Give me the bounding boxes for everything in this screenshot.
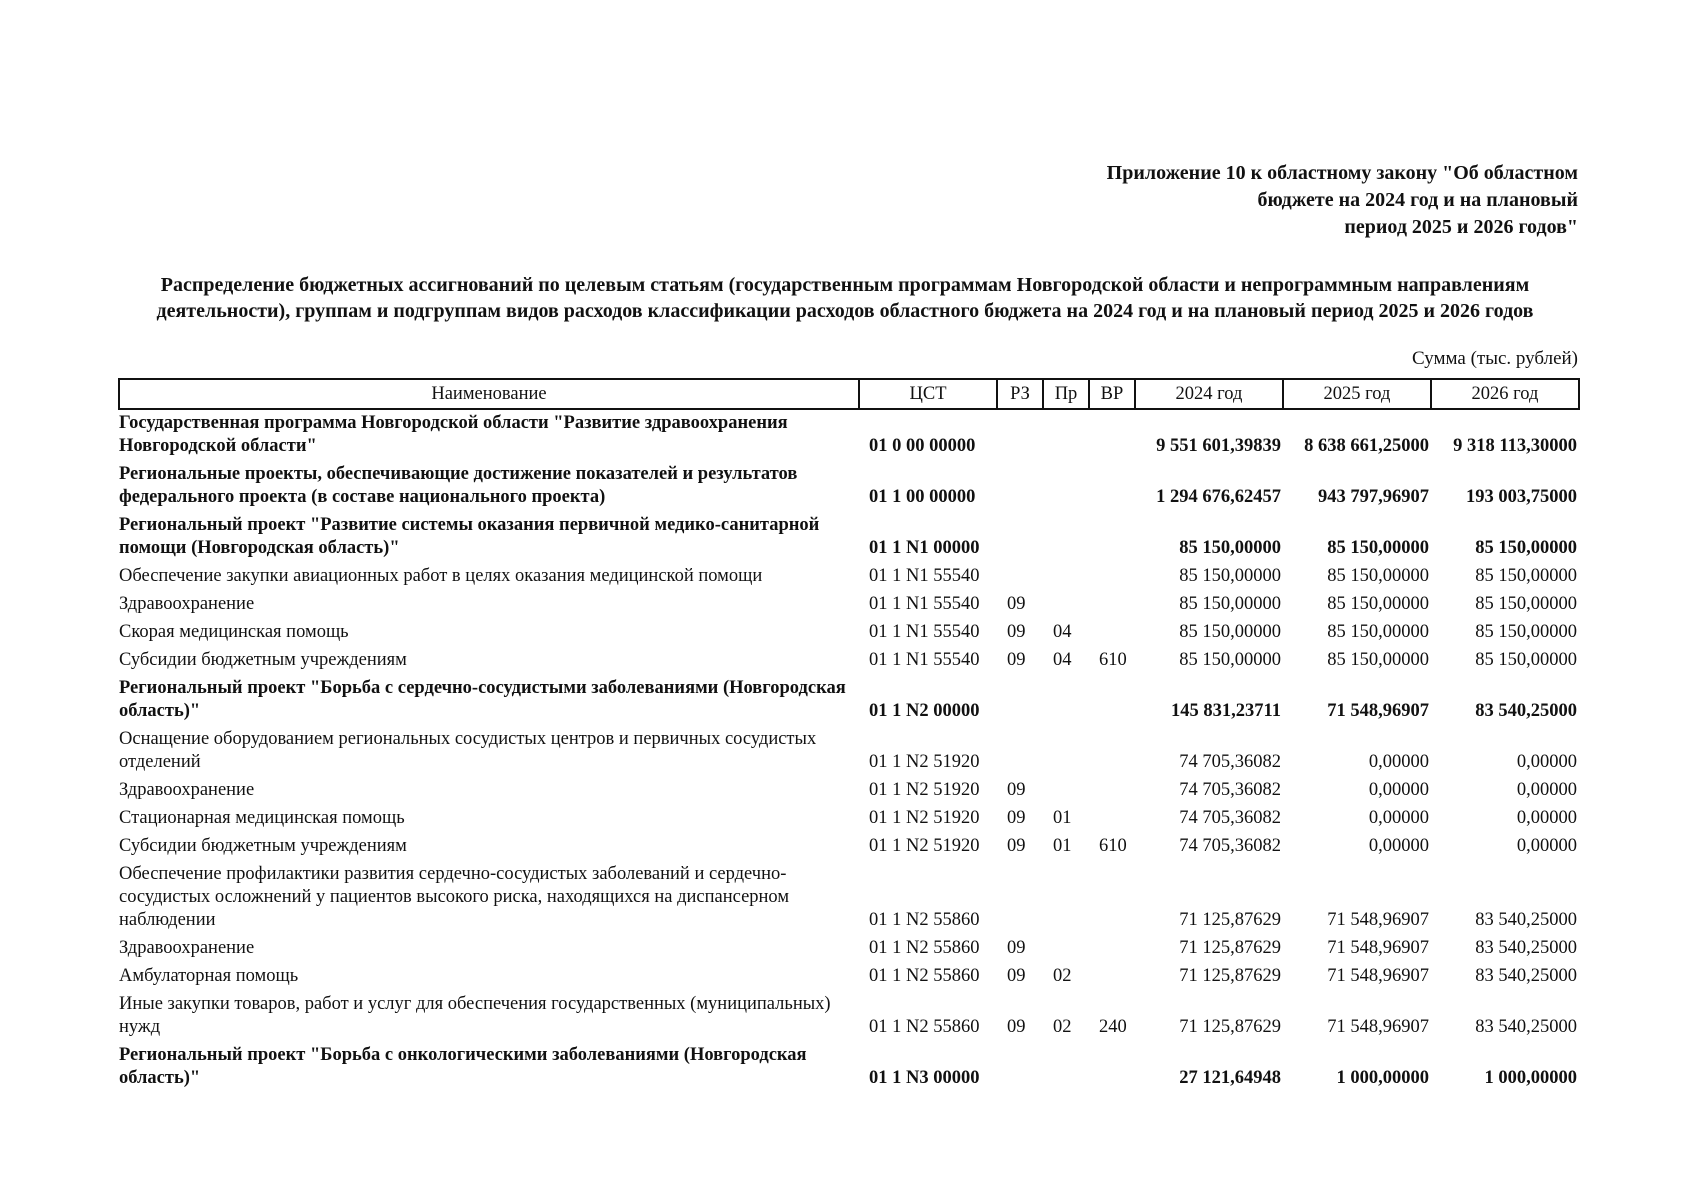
row-amount-2025: 0,00000 <box>1368 808 1429 828</box>
row-amount-2024: 85 150,00000 <box>1179 566 1281 586</box>
row-amount-2024: 71 125,87629 <box>1179 966 1281 986</box>
table-row <box>119 805 1579 833</box>
table-body <box>119 409 1579 1093</box>
table-row <box>119 963 1579 991</box>
row-pr <box>1043 777 1089 805</box>
row-amount-2025: 0,00000 <box>1368 780 1429 800</box>
row-amount-2024: 27 121,64948 <box>1179 1068 1281 1088</box>
row-vr <box>1089 726 1135 777</box>
row-pr <box>1043 935 1089 963</box>
row-amount-2024: 74 705,36082 <box>1179 752 1281 772</box>
row-name: Здравоохранение <box>119 780 255 800</box>
row-name: Региональный проект "Борьба с онкологическими заболеваниями (Новгородская область)" <box>119 1045 807 1088</box>
row-cst: 01 1 N1 55540 <box>869 566 980 586</box>
row-vr <box>1089 512 1135 563</box>
row-amount-2025: 1 000,00000 <box>1336 1068 1429 1088</box>
row-amount-2026: 85 150,00000 <box>1475 594 1577 614</box>
row-vr <box>1089 963 1135 991</box>
row-cst: 01 1 N2 55860 <box>869 938 980 958</box>
row-vr <box>1089 461 1135 512</box>
row-cst: 01 1 N2 51920 <box>869 780 980 800</box>
row-vr <box>1089 563 1135 591</box>
row-amount-2024: 74 705,36082 <box>1179 836 1281 856</box>
row-pr <box>1043 563 1089 591</box>
table-row <box>119 935 1579 963</box>
row-cst: 01 1 N2 55860 <box>869 1017 980 1037</box>
row-rz: 09 <box>1007 650 1026 670</box>
col-header-cst: ЦСТ <box>859 379 997 409</box>
row-amount-2024: 74 705,36082 <box>1179 780 1281 800</box>
row-rz <box>997 675 1043 726</box>
row-amount-2026: 83 540,25000 <box>1475 701 1577 721</box>
row-pr: 01 <box>1053 808 1072 828</box>
row-amount-2025: 0,00000 <box>1368 836 1429 856</box>
row-name: Здравоохранение <box>119 938 255 958</box>
col-header-rz: РЗ <box>997 379 1043 409</box>
row-amount-2026: 0,00000 <box>1516 836 1577 856</box>
row-amount-2026: 0,00000 <box>1516 752 1577 772</box>
row-cst: 01 1 N2 00000 <box>869 701 980 721</box>
col-header-2025: 2025 год <box>1283 379 1431 409</box>
row-pr: 04 <box>1053 650 1072 670</box>
row-name: Государственная программа Новгородской области "Развитие здравоохранения Новгородской области" <box>119 413 788 456</box>
row-vr <box>1089 777 1135 805</box>
row-pr: 02 <box>1053 1017 1072 1037</box>
row-cst: 01 1 N2 51920 <box>869 808 980 828</box>
table-header-row <box>119 379 1579 409</box>
row-rz: 09 <box>1007 808 1026 828</box>
row-vr: 240 <box>1099 1017 1127 1037</box>
row-cst: 01 1 N2 55860 <box>869 966 980 986</box>
table-row <box>119 1042 1579 1093</box>
budget-table <box>118 378 1580 1093</box>
row-amount-2026: 193 003,75000 <box>1466 487 1577 507</box>
table-row <box>119 619 1579 647</box>
row-amount-2026: 85 150,00000 <box>1475 622 1577 642</box>
row-pr <box>1043 861 1089 935</box>
row-pr: 04 <box>1053 622 1072 642</box>
row-name: Амбулаторная помощь <box>119 966 299 986</box>
appendix-note <box>938 160 1578 241</box>
row-vr <box>1089 805 1135 833</box>
row-amount-2026: 85 150,00000 <box>1475 538 1577 558</box>
row-vr <box>1089 619 1135 647</box>
table-row <box>119 461 1579 512</box>
row-amount-2026: 83 540,25000 <box>1475 966 1577 986</box>
row-pr <box>1043 591 1089 619</box>
row-cst: 01 1 N3 00000 <box>869 1068 980 1088</box>
row-vr <box>1089 591 1135 619</box>
row-rz <box>997 726 1043 777</box>
row-amount-2024: 85 150,00000 <box>1179 538 1281 558</box>
row-name: Обеспечение профилактики развития сердечно-сосудистых заболеваний и сердечно-сосудистых осложнений у пациентов высокого риска, находящихся на диспансерном наблюдении <box>119 864 790 930</box>
row-name: Иные закупки товаров, работ и услуг для обеспечения государственных (муниципальных) нужд <box>119 994 831 1037</box>
row-rz: 09 <box>1007 966 1026 986</box>
row-amount-2024: 1 294 676,62457 <box>1156 487 1281 507</box>
row-amount-2025: 71 548,96907 <box>1327 1017 1429 1037</box>
row-rz: 09 <box>1007 622 1026 642</box>
row-amount-2026: 83 540,25000 <box>1475 910 1577 930</box>
row-amount-2026: 0,00000 <box>1516 780 1577 800</box>
row-rz <box>997 1042 1043 1093</box>
row-amount-2025: 71 548,96907 <box>1327 966 1429 986</box>
row-amount-2026: 83 540,25000 <box>1475 938 1577 958</box>
row-amount-2025: 943 797,96907 <box>1318 487 1429 507</box>
row-cst: 01 1 00 00000 <box>869 487 976 507</box>
row-pr <box>1043 726 1089 777</box>
table-row <box>119 591 1579 619</box>
row-vr: 610 <box>1099 836 1127 856</box>
row-rz: 09 <box>1007 594 1026 614</box>
table-row <box>119 409 1579 461</box>
row-name: Скорая медицинская помощь <box>119 622 349 642</box>
row-pr <box>1043 409 1089 461</box>
row-name: Субсидии бюджетным учреждениям <box>119 650 407 670</box>
row-name: Субсидии бюджетным учреждениям <box>119 836 407 856</box>
row-amount-2024: 85 150,00000 <box>1179 622 1281 642</box>
row-rz <box>997 512 1043 563</box>
row-vr: 610 <box>1099 650 1127 670</box>
table-row <box>119 675 1579 726</box>
row-vr <box>1089 935 1135 963</box>
row-pr: 01 <box>1053 836 1072 856</box>
row-pr: 02 <box>1053 966 1072 986</box>
row-amount-2025: 71 548,96907 <box>1327 701 1429 721</box>
row-name: Региональный проект "Борьба с сердечно-сосудистыми заболеваниями (Новгородская область)" <box>119 678 846 721</box>
row-amount-2024: 85 150,00000 <box>1179 594 1281 614</box>
row-rz: 09 <box>1007 938 1026 958</box>
row-amount-2024: 74 705,36082 <box>1179 808 1281 828</box>
row-amount-2025: 71 548,96907 <box>1327 910 1429 930</box>
row-amount-2024: 71 125,87629 <box>1179 910 1281 930</box>
row-cst: 01 1 N2 51920 <box>869 836 980 856</box>
row-amount-2026: 0,00000 <box>1516 808 1577 828</box>
row-rz <box>997 563 1043 591</box>
row-rz: 09 <box>1007 780 1026 800</box>
row-amount-2024: 145 831,23711 <box>1171 701 1281 721</box>
row-pr <box>1043 1042 1089 1093</box>
row-cst: 01 1 N2 51920 <box>869 752 980 772</box>
col-header-pr: Пр <box>1043 379 1089 409</box>
row-pr <box>1043 675 1089 726</box>
row-name: Обеспечение закупки авиационных работ в целях оказания медицинской помощи <box>119 566 763 586</box>
row-amount-2024: 71 125,87629 <box>1179 938 1281 958</box>
row-vr <box>1089 409 1135 461</box>
table-row <box>119 563 1579 591</box>
row-amount-2025: 0,00000 <box>1368 752 1429 772</box>
row-amount-2025: 85 150,00000 <box>1327 594 1429 614</box>
units-label: Сумма (тыс. рублей) <box>1412 348 1578 369</box>
row-rz <box>997 409 1043 461</box>
row-pr <box>1043 512 1089 563</box>
row-amount-2024: 9 551 601,39839 <box>1156 436 1281 456</box>
row-amount-2025: 71 548,96907 <box>1327 938 1429 958</box>
row-rz <box>997 861 1043 935</box>
appendix-line-2: бюджете на 2024 год и на плановый <box>1257 189 1578 211</box>
row-rz <box>997 461 1043 512</box>
row-name: Региональные проекты, обеспечивающие достижение показателей и результатов федерального проекта (в составе национального проекта) <box>119 464 798 507</box>
row-rz: 09 <box>1007 836 1026 856</box>
row-amount-2025: 85 150,00000 <box>1327 538 1429 558</box>
row-cst: 01 1 N2 55860 <box>869 910 980 930</box>
col-header-vr: ВР <box>1089 379 1135 409</box>
table-row <box>119 512 1579 563</box>
table-row <box>119 777 1579 805</box>
row-cst: 01 1 N1 55540 <box>869 594 980 614</box>
row-amount-2026: 85 150,00000 <box>1475 650 1577 670</box>
row-amount-2024: 85 150,00000 <box>1179 650 1281 670</box>
row-amount-2024: 71 125,87629 <box>1179 1017 1281 1037</box>
row-name: Стационарная медицинская помощь <box>119 808 405 828</box>
row-name: Региональный проект "Развитие системы оказания первичной медико-санитарной помощи (Новгородская область)" <box>119 515 820 558</box>
document-title: Распределение бюджетных ассигнований по целевым статьям (государственным программам Новгородской области и непрограммным направлениям деятельности), группам и подгруппам видов расходов классификации расходов областного бюджета на 2024 год и на плановый период 2025 и 2026 годов <box>156 274 1534 322</box>
row-vr <box>1089 861 1135 935</box>
appendix-line-3: период 2025 и 2026 годов" <box>1344 216 1578 238</box>
appendix-line-1: Приложение 10 к областному закону "Об областном <box>1106 162 1578 184</box>
row-cst: 01 1 N1 55540 <box>869 650 980 670</box>
row-cst: 01 1 N1 00000 <box>869 538 980 558</box>
row-amount-2025: 85 150,00000 <box>1327 622 1429 642</box>
row-amount-2025: 8 638 661,25000 <box>1304 436 1429 456</box>
col-header-2026: 2026 год <box>1431 379 1579 409</box>
table-row <box>119 861 1579 935</box>
row-vr <box>1089 1042 1135 1093</box>
col-header-name: Наименование <box>119 379 859 409</box>
table-row <box>119 647 1579 675</box>
row-amount-2025: 85 150,00000 <box>1327 650 1429 670</box>
row-amount-2026: 83 540,25000 <box>1475 1017 1577 1037</box>
row-vr <box>1089 675 1135 726</box>
row-amount-2025: 85 150,00000 <box>1327 566 1429 586</box>
row-cst: 01 0 00 00000 <box>869 436 976 456</box>
row-rz: 09 <box>1007 1017 1026 1037</box>
col-header-2024: 2024 год <box>1135 379 1283 409</box>
row-cst: 01 1 N1 55540 <box>869 622 980 642</box>
table-row <box>119 833 1579 861</box>
row-amount-2026: 1 000,00000 <box>1484 1068 1577 1088</box>
row-amount-2026: 9 318 113,30000 <box>1453 436 1577 456</box>
row-name: Здравоохранение <box>119 594 255 614</box>
table-row <box>119 726 1579 777</box>
row-amount-2026: 85 150,00000 <box>1475 566 1577 586</box>
table-row <box>119 991 1579 1042</box>
row-name: Оснащение оборудованием региональных сосудистых центров и первичных сосудистых отделений <box>119 729 817 772</box>
row-pr <box>1043 461 1089 512</box>
